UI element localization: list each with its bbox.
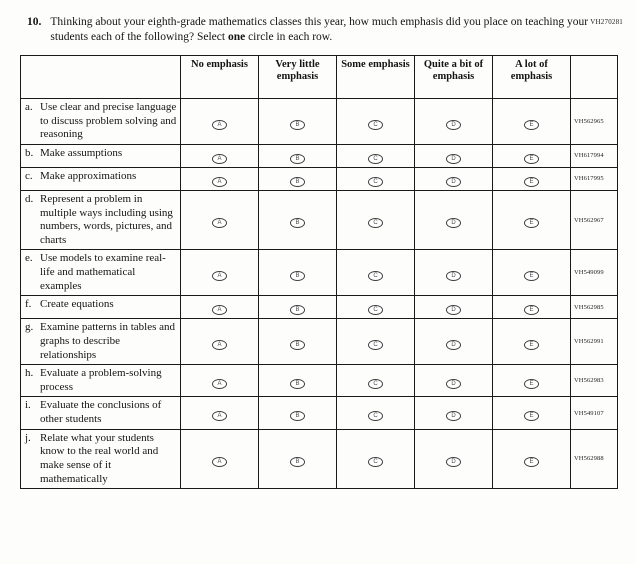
answer-oval[interactable]: E bbox=[524, 340, 539, 350]
answer-oval[interactable]: D bbox=[446, 457, 461, 467]
option-cell bbox=[181, 144, 259, 167]
item-code: VH562967 bbox=[571, 190, 618, 250]
column-header: Some emphasis bbox=[337, 55, 415, 98]
table-row bbox=[21, 397, 618, 429]
row-text: Evaluate a problem-solving process bbox=[40, 367, 162, 393]
row-label bbox=[21, 167, 181, 190]
item-code: VH549099 bbox=[571, 250, 618, 296]
answer-oval[interactable]: C bbox=[368, 340, 383, 350]
answer-oval[interactable]: D bbox=[446, 177, 461, 187]
option-cell bbox=[493, 167, 571, 190]
answer-oval[interactable]: B bbox=[290, 411, 305, 421]
option-cell bbox=[337, 429, 415, 489]
answer-oval[interactable]: A bbox=[212, 340, 227, 350]
answer-oval[interactable]: C bbox=[368, 411, 383, 421]
row-text: Evaluate the conclusions of other students bbox=[40, 399, 162, 426]
answer-oval[interactable]: B bbox=[290, 177, 305, 187]
option-cell bbox=[337, 365, 415, 397]
table-row bbox=[21, 296, 618, 319]
answer-oval[interactable]: A bbox=[212, 177, 227, 187]
option-cell bbox=[181, 429, 259, 489]
row-letter: j. bbox=[25, 431, 31, 444]
option-cell bbox=[337, 190, 415, 250]
option-cell bbox=[415, 296, 493, 319]
question-number: 10. bbox=[27, 16, 42, 28]
option-cell bbox=[337, 144, 415, 167]
option-cell bbox=[259, 250, 337, 296]
answer-oval[interactable]: D bbox=[446, 305, 461, 315]
answer-oval[interactable]: C bbox=[368, 218, 383, 228]
column-header: A lot of emphasis bbox=[493, 55, 571, 98]
answer-oval[interactable]: B bbox=[290, 340, 305, 350]
column-header: Quite a bit of emphasis bbox=[415, 55, 493, 98]
row-label bbox=[21, 99, 181, 145]
option-cell bbox=[493, 365, 571, 397]
answer-oval[interactable]: D bbox=[446, 218, 461, 228]
item-code: VH562988 bbox=[571, 429, 618, 489]
option-cell bbox=[181, 250, 259, 296]
option-cell bbox=[259, 190, 337, 250]
option-cell bbox=[493, 319, 571, 365]
option-cell bbox=[493, 250, 571, 296]
row-text: Use models to examine real-life and mathematical examples bbox=[40, 252, 166, 292]
table-row bbox=[21, 190, 618, 250]
answer-oval[interactable]: D bbox=[446, 379, 461, 389]
answer-oval[interactable]: E bbox=[524, 271, 539, 281]
row-letter: f. bbox=[25, 298, 32, 311]
answer-oval[interactable]: A bbox=[212, 411, 227, 421]
answer-oval[interactable]: D bbox=[446, 271, 461, 281]
table-row bbox=[21, 144, 618, 167]
answer-oval[interactable]: B bbox=[290, 120, 305, 130]
question-text bbox=[50, 15, 606, 45]
option-cell bbox=[337, 99, 415, 145]
option-cell bbox=[181, 365, 259, 397]
row-text: Relate what your students know to the real world and make sense of it mathematically bbox=[40, 431, 159, 485]
answer-oval[interactable]: A bbox=[212, 218, 227, 228]
option-cell bbox=[415, 250, 493, 296]
option-cell bbox=[493, 99, 571, 145]
row-label bbox=[21, 365, 181, 397]
option-cell bbox=[181, 296, 259, 319]
option-cell bbox=[415, 167, 493, 190]
row-label bbox=[21, 296, 181, 319]
answer-oval[interactable]: D bbox=[446, 340, 461, 350]
answer-oval[interactable]: A bbox=[212, 379, 227, 389]
option-cell bbox=[337, 397, 415, 429]
answer-oval[interactable]: A bbox=[212, 305, 227, 315]
item-code: VH562991 bbox=[571, 319, 618, 365]
item-code: VH617995 bbox=[571, 167, 618, 190]
emphasis-table bbox=[20, 55, 618, 489]
answer-oval[interactable]: C bbox=[368, 271, 383, 281]
question-emphasis-word: one bbox=[227, 30, 246, 43]
answer-oval[interactable]: C bbox=[368, 305, 383, 315]
option-cell bbox=[181, 190, 259, 250]
answer-oval[interactable]: E bbox=[524, 457, 539, 467]
answer-oval[interactable]: C bbox=[368, 120, 383, 130]
table-row bbox=[21, 167, 618, 190]
item-code: VH562965 bbox=[571, 99, 618, 145]
answer-oval[interactable]: B bbox=[290, 457, 305, 467]
row-text: Create equations bbox=[40, 298, 114, 311]
option-cell bbox=[415, 429, 493, 489]
header-row bbox=[21, 55, 618, 98]
row-text: Examine patterns in tables and graphs to describe relationships bbox=[40, 321, 176, 361]
column-header: No emphasis bbox=[181, 55, 259, 98]
option-cell bbox=[493, 429, 571, 489]
row-text: Make assumptions bbox=[40, 146, 123, 159]
answer-oval[interactable]: E bbox=[524, 379, 539, 389]
answer-oval[interactable]: C bbox=[368, 154, 383, 164]
table-row bbox=[21, 250, 618, 296]
row-letter: h. bbox=[25, 367, 34, 380]
answer-oval[interactable]: B bbox=[290, 379, 305, 389]
answer-oval[interactable]: B bbox=[290, 218, 305, 228]
option-cell bbox=[415, 190, 493, 250]
form-code: VH270281 bbox=[590, 18, 623, 26]
option-cell bbox=[415, 365, 493, 397]
option-cell bbox=[337, 319, 415, 365]
option-cell bbox=[415, 99, 493, 145]
option-cell bbox=[493, 397, 571, 429]
row-label bbox=[21, 250, 181, 296]
answer-oval[interactable]: C bbox=[368, 457, 383, 467]
item-code: VH617994 bbox=[571, 144, 618, 167]
answer-oval[interactable]: A bbox=[212, 120, 227, 130]
option-cell bbox=[493, 144, 571, 167]
answer-oval[interactable]: D bbox=[446, 120, 461, 130]
row-label bbox=[21, 190, 181, 250]
option-cell bbox=[259, 429, 337, 489]
row-letter: b. bbox=[25, 146, 34, 159]
column-header: Very little emphasis bbox=[259, 55, 337, 98]
row-letter: a. bbox=[25, 101, 33, 114]
row-letter: c. bbox=[25, 169, 33, 182]
answer-oval[interactable]: E bbox=[524, 120, 539, 130]
row-text: Use clear and precise language to discuss problem solving and reasoning bbox=[40, 101, 177, 141]
row-label bbox=[21, 319, 181, 365]
answer-oval[interactable]: E bbox=[524, 154, 539, 164]
table-row bbox=[21, 319, 618, 365]
answer-oval[interactable]: B bbox=[290, 154, 305, 164]
row-letter: i. bbox=[25, 399, 31, 412]
row-text: Make approximations bbox=[40, 169, 137, 182]
question-text-after: circle in each row. bbox=[245, 30, 333, 43]
question-block bbox=[27, 15, 618, 45]
option-cell bbox=[337, 250, 415, 296]
option-cell bbox=[337, 167, 415, 190]
option-cell bbox=[259, 99, 337, 145]
table-row bbox=[21, 429, 618, 489]
option-cell bbox=[181, 167, 259, 190]
answer-oval[interactable]: E bbox=[524, 177, 539, 187]
option-cell bbox=[415, 144, 493, 167]
option-cell bbox=[259, 397, 337, 429]
item-code: VH562983 bbox=[571, 365, 618, 397]
question-text-before: Thinking about your eighth-grade mathematics classes this year, how much emphasis did you place on teaching your students each of the following? Select bbox=[50, 16, 589, 43]
row-letter: g. bbox=[25, 321, 34, 334]
emphasis-table-body bbox=[21, 99, 618, 489]
option-cell bbox=[493, 296, 571, 319]
option-cell bbox=[181, 397, 259, 429]
option-cell bbox=[259, 319, 337, 365]
option-cell bbox=[493, 190, 571, 250]
option-cell bbox=[259, 167, 337, 190]
answer-oval[interactable]: D bbox=[446, 154, 461, 164]
row-text: Represent a problem in multiple ways including using numbers, words, pictures, and charts bbox=[40, 192, 173, 246]
option-cell bbox=[415, 319, 493, 365]
answer-oval[interactable]: C bbox=[368, 379, 383, 389]
answer-oval[interactable]: B bbox=[290, 305, 305, 315]
row-letter: e. bbox=[25, 252, 33, 265]
answer-oval[interactable]: A bbox=[212, 154, 227, 164]
option-cell bbox=[181, 99, 259, 145]
item-code: VH549107 bbox=[571, 397, 618, 429]
answer-oval[interactable]: E bbox=[524, 218, 539, 228]
answer-oval[interactable]: C bbox=[368, 177, 383, 187]
option-cell bbox=[181, 319, 259, 365]
table-row bbox=[21, 99, 618, 145]
option-cell bbox=[259, 296, 337, 319]
row-label bbox=[21, 397, 181, 429]
option-cell bbox=[415, 397, 493, 429]
header-empty-cell bbox=[21, 55, 181, 98]
item-code: VH562985 bbox=[571, 296, 618, 319]
answer-oval[interactable]: A bbox=[212, 457, 227, 467]
row-label bbox=[21, 429, 181, 489]
answer-oval[interactable]: D bbox=[446, 411, 461, 421]
table-row bbox=[21, 365, 618, 397]
row-letter: d. bbox=[25, 192, 34, 205]
answer-oval[interactable]: E bbox=[524, 305, 539, 315]
answer-oval[interactable]: E bbox=[524, 411, 539, 421]
answer-oval[interactable]: A bbox=[212, 271, 227, 281]
option-cell bbox=[259, 365, 337, 397]
row-label bbox=[21, 144, 181, 167]
header-code-cell bbox=[571, 55, 618, 98]
option-cell bbox=[337, 296, 415, 319]
answer-oval[interactable]: B bbox=[290, 271, 305, 281]
option-cell bbox=[259, 144, 337, 167]
